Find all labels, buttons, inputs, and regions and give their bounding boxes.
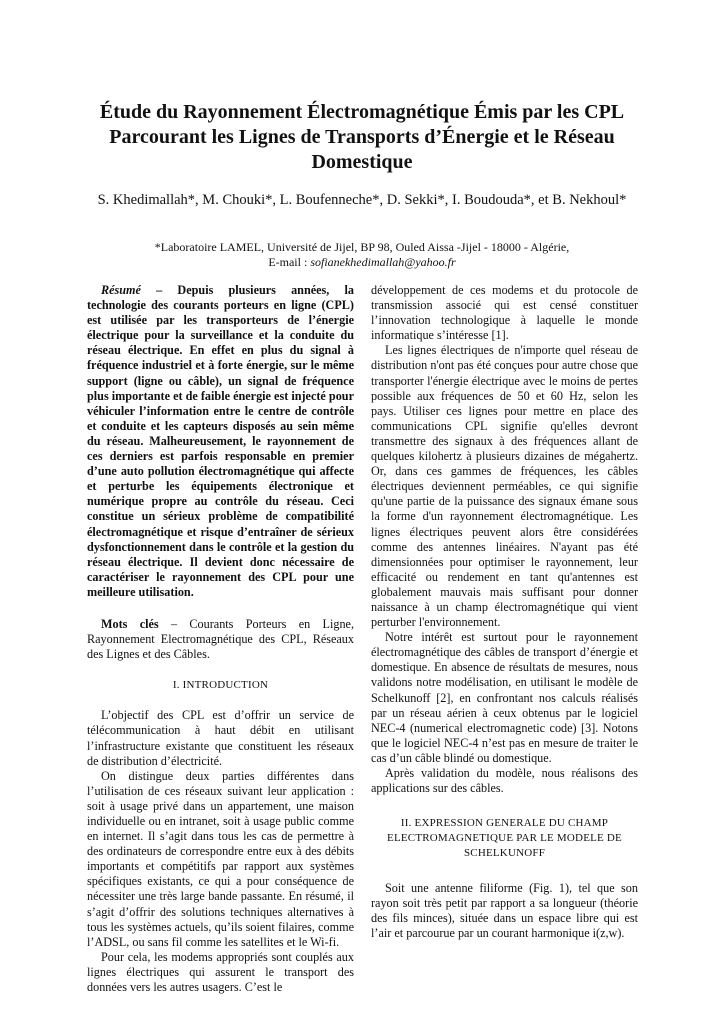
affiliation-text: *Laboratoire LAMEL, Université de Jijel, BP 98, Ouled Aissa -Jijel - 18000 - Algérie, [154, 240, 570, 254]
intro-paragraph: On distingue deux parties différentes dans l’utilisation de ces réseaux suivant leur application : soit à usage privé dans un appartement, une maison individuelle ou en intranet, soit à usage public comme en internet. Il s’agit dans tous les cas de permettre à des ordinateurs de correspondre entre eux à des débits importants et compétitifs par rapport aux systèmes spécifiques existants, ce qui a pour conséquence de nécessiter une très large bande passante. En résumé, il s’agit d’offrir des solutions techniques alternatives à tous les systèmes actuels, qu’ils soient filaires, comme l’ADSL, ou sans fil comme les satellites et le Wi-fi. [87, 768, 354, 949]
affiliation-block [90, 240, 634, 270]
keywords-text: Courants Porteurs en Ligne, Rayonnement Electromagnétique des CPL, Réseaux des Lignes et des Câbles. [87, 616, 354, 662]
keywords-dash: – [158, 616, 190, 631]
right-column [371, 283, 638, 942]
abstract-label: Résumé [101, 283, 141, 297]
abstract-text: Depuis plusieurs années, la technologie des courants porteurs en ligne (CPL) est utilisée par les transporteurs de l’énergie électrique pour la surveillance et la conduite du réseau électrique. En effet en plus du signal à fréquence industriel et à forte énergie, sur le même support (ligne ou câble), un signal de fréquence plus importante et de faible énergie est injecté pour véhiculer l’information entre le centre de contrôle et conduite et les capteurs disposés au sein même du réseau. Malheureusement, le rayonnement de ces derniers est parfois responsable en premier d’une auto pollution électromagnétique qui affecte et perturbe les équipements électronique et numérique propre au contrôle du réseau. Ceci constitue un sérieux problème de compatibilité électromagnétique et risque d’entraîner de sérieux dysfonctionnement dans le contrôle et la gestion du réseau électrique. Il devient donc nécessaire de caractériser le rayonnement des CPL pour une meilleure utilisation. [87, 283, 355, 599]
abstract [87, 283, 354, 600]
paper-title: Étude du Rayonnement Électromagnétique Émis par les CPL Parcourant les Lignes de Transports d’Énergie et le Réseau Domestique [99, 101, 625, 173]
left-column [87, 283, 354, 995]
email-address[interactable]: sofianekhedimallah@yahoo.fr [310, 255, 456, 269]
body-paragraph: Notre intérêt est surtout pour le rayonnement électromagnétique des câbles de transport d’énergie et domestique. En absence de résultats de mesures, nous validons notre modélisation, en utilisant le modèle de Schelkunoff [2], en confrontant nos calculs réalisés par un réseau aérien à ceux obtenus par le logiciel NEC-4 (numerical electromagnetic code) [3]. Notons que le logiciel NEC-4 n’est pas en mesure de traiter le cas d’un câble blindé ou domestique. [371, 630, 638, 765]
section2-heading-line: II. EXPRESSION GENERALE DU CHAMP [400, 817, 609, 830]
keywords [87, 617, 354, 662]
intro-paragraph: Pour cela, les modems appropriés sont couplés aux lignes électriques qui assurent le transport des données vers les autres usagers. C’est le [87, 949, 354, 995]
body-paragraph: Après validation du modèle, nous réalisons des applications sur des câbles. [371, 766, 638, 796]
abstract-dash: – [140, 283, 178, 297]
keywords-label: Mots clés [101, 616, 159, 631]
email-label: E-mail : [268, 255, 311, 269]
intro-paragraph: L’objectif des CPL est d’offrir un service de télécommunication à haut débit en utilisant l’infrastructure existante que constituent les réseaux de distribution d’électricité. [87, 708, 354, 768]
section-heading-introduction: I. INTRODUCTION [172, 679, 269, 692]
body-paragraph: développement de ces modems et du protocole de transmission associé qui est censé constituer l’innovation technologique à laquelle le monde informatique s’intéresse [1]. [371, 283, 638, 343]
body-paragraph: Les lignes électriques de n'importe quel réseau de distribution n'ont pas été conçues pour autre chose que transporter l'énergie électrique avec le moins de pertes possible aux fréquences de 50 et 60 Hz, selon les pays. Utiliser ces lignes pour mettre en place des communications CPL signifie qu'elles devront transmettre des signaux à des fréquences allant de quelques kilohertz à plusieurs dizaines de mégahertz. Or, dans ces gammes de fréquences, les câbles électriques deviennent perméables, ce qui signifie qu'une partie de la puissance des signaux émane sous la forme d'un rayonnement électromagnétique. Les lignes électriques peuvent alors être considérées comme des antennes linéaires. N'ayant pas été dimensionnées pour optimiser le rayonnement, leur efficacité ou rendement en tant qu'antennes est globalement mauvais mais suffisant pour donner naissance à un champ électromagnétique qui vient perturber l'environnement. [371, 343, 638, 630]
section2-paragraph: Soit une antenne filiforme (Fig. 1), tel que son rayon soit très petit par rapport a sa longueur (théorie des fils minces), située dans un espace libre qui est l’air et parcourue par un courant harmonique i(z,w). [371, 881, 638, 941]
section2-heading-line: SCHELKUNOFF [463, 847, 546, 860]
section2-heading-line: ELECTROMAGNETIQUE PAR LE MODELE DE [387, 832, 622, 845]
section-heading-schelkunoff [371, 816, 638, 861]
author-list: S. Khedimallah*, M. Chouki*, L. Boufenneche*, D. Sekki*, I. Boudouda*, et B. Nekhoul* [97, 192, 627, 208]
